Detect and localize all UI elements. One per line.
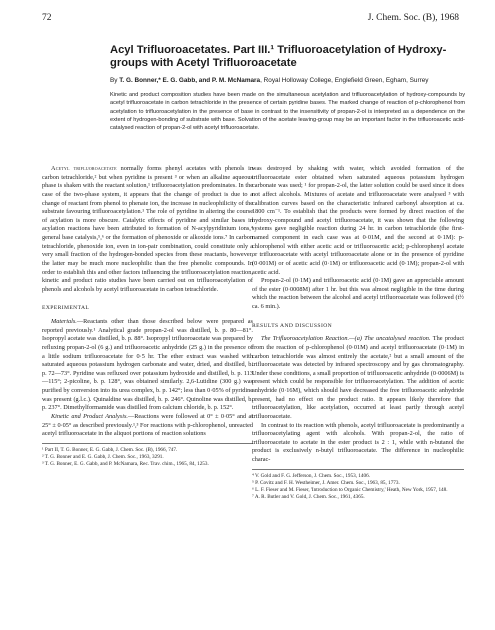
uncatalysed-text: The product from the reaction of p-chlorophenol (0·01M) and acetyl trifluoroacetate (0·1M) in carbon tetrachloride was almost entirely the acetate,² but a small amount of the trifluoroacetate was detected by infrared spectroscopy and by gas chromatography. Under these conditions, a small proportion of trifluoroacetic anhydride (0·0006M) is present which could be responsible for trifluoroacetylation. The addition of acetic anhydride (0·16M), which should have decreased the free trifluoroacetic anhydride present, had no effect on the product ratio. It appears likely therefore that trifluoroacetylation, like acetylation, occurred at least partly through acetyl trifluoroacetate. — [252, 335, 464, 420]
intro-paragraph — [42, 165, 253, 294]
section-heading-results: RESULTS AND DISCUSSION — [252, 322, 333, 329]
footnote: ² T. G. Bonner and E. G. Gabb, J. Chem. Soc., 1963, 3291. — [42, 453, 164, 460]
alcohols-paragraph: In contrast to its reaction with phenols, acetyl trifluoroacetate is predominantly a trifluoroacetylating agent with alcohols. With propan-2-ol, the ratio of trifluoroacetate to acetate in the ester product is 2 : 1, while with n-butanol the product is exclusively n-butyl trifluoroacetate. The difference in nucleophilic charac- — [252, 421, 464, 463]
journal-citation: J. Chem. Soc. (B), 1968 — [367, 13, 459, 23]
abstract: Kinetic and product composition studies have been made on the simultaneous acetylation and trifluoroacetylation of hydroxy-compounds by acetyl trifluoroacetate in carbon tetrachloride in the presence of certain pyridine bases. The marked change of reaction of p-chlorophenol from acetylation to trifluoroacetylation in the presence of base in contrast to the insensitivity of propan-2-ol is interpreted as a dependence on the extent of hydrogen-bonding of substrate with base. Solvation of the acetate leaving-group may be an important factor in the trifluoroacetic acid-catalysed reaction of propan-2-ol with acetyl trifluoroacetate. — [110, 92, 465, 132]
kinetic-text: —Reactions were followed at 0° ± 0·05° and at 25° ± 0·05° as described previously.¹,³ For reactions with p-chlorophenol, unreacted acetyl trifluoroacetate in the aliquot portions of reaction solutions — [42, 412, 253, 438]
footnotes-right — [252, 469, 464, 502]
running-header — [42, 13, 459, 27]
footnote: ⁶ L. F. Fieser and M. Fieser, 'Introduction to Organic Chemistry,' Heath, New York, 1957, 148. — [252, 487, 448, 494]
intro-text: normally forms phenyl acetates with phenols in carbon tetrachloride,² but when pyridine is present ³ or when an alkaline aqueous phase is shaken with the reactant solution,¹ trifluoroacetylation predominates. In the case of the two-phase system, it appears that the change of product is due to a change of reactant from phenol to phenate ion, the increase in nucleophilicity of the substrate favouring trifluoroacetylation.¹ The role of pyridine in altering the course of acylation is more obscure. Catalytic effects of pyridine and similar bases in acylation reactions have been attributed to formation of N-acylpyridinium ions,⁴ general base catalysis,⁵,⁶ or the formation of phenoxide or alkoxide ions.⁷ In carbon tetrachloride, phenoxide ion, even in ion-pair combination, could constitute only a very small fraction of the hydrogen-bonded species from these reactants, however, the latter may be much more nucleophilic than the free phenolic compounds. In order to establish this and other factors influencing the trifluoroacetylation reaction, kinetic and product ratio studies have been carried out on trifluoroacetylation of phenols and alcohols by acetyl trifluoroacetate in carbon tetrachloride. — [42, 165, 253, 293]
right-column — [252, 165, 464, 501]
footnote: ¹ Part II, T. G. Bonner, E. G. Gabb, J. Chem. Soc. (B), 1966, 747. — [42, 446, 178, 453]
procedure-paragraph: was destroyed by shaking with water, which avoided formation of the trifluoroacetate ester obtained when saturated aqueous potassium hydrogen carbonate was used; ¹ for propan-2-ol, the latter solution could be used since it does not affect alcohols. Mixtures of acetate and trifluoroacetate were analysed ³ with calibration curves based on the characteristic infrared carbonyl absorption at ca. 1800 cm⁻¹. To establish that the products were formed by direct reaction of the hydroxy-compound and acetyl trifluoroacetate, it was shown that the following systems gave negligible reaction during 24 hr. in carbon tetrachloride (the first-named component in each case was at 0·01M, and the second at 0·1M): p-chlorophenol with either acetic acid or trifluoroacetic acid; p-chlorophenyl acetate or trifluoroacetate with acetyl trifluoroacetate alone or in the presence of pyridine (0·001M) or of acetic acid (0·1M) or trifluoroacetic acid (0·1M); propan-2-ol with acetic acid. — [252, 165, 464, 276]
footnote: ³ T. G. Bonner, E. G. Gabb, and P. McNamara, Rec. Trav. chim., 1965, 84, 1253. — [42, 461, 209, 468]
footnotes-left — [42, 443, 253, 469]
section-heading-experimental: EXPERIMENTAL — [42, 305, 90, 312]
materials-text: —Reactants other than those described below were prepared as reported previously.¹ Analytical grade propan-2-ol was distilled, b. p. 80—81°. Isopropyl acetate was distilled, b. p. 88°. Isopropyl trifluoroacetate was prepared by refluxing propan-2-ol (6 g.) and trifluoroacetic anhydride (25 g.) in the presence of a little sodium trifluoroacetate for 0·5 hr. The ether extract was washed with saturated aqueous potassium hydrogen carbonate and water, dried, and distilled, b. p. 72—73°. Pyridine was refluxed over potassium hydroxide and distilled, b. p. 113—115°; 2-picoline, b. p. 128°, was obtained similarly. 2,6-Lutidine (300 g.) was purified by conversion into its urea complex, b. p. 142°; less than 0·05% of pyridine was present (g.l.c.). Quinaldine was distilled, b. p. 246°. Quinoline was distilled, b. p. 237°. Dimethylformamide was distilled from calcium chloride, b. p. 152°. — [42, 318, 253, 412]
footnote: ⁷ A. R. Butler and V. Gold, J. Chem. Soc., 1961, 4365. — [252, 494, 365, 501]
intro-lead: Acetyl trifluoroacetate — [51, 165, 117, 172]
footnote: ⁴ V. Gold and F. G. Jefferson, J. Chem. Soc., 1953, 1406. — [252, 472, 370, 479]
subheading-uncatalysed: —(a) The uncatalysed reaction. — [349, 335, 431, 343]
ester-paragraph: Propan-2-ol (0·1M) and trifluoroacetic acid (0·1M) gave an appreciable amount of the ester (0·0008M) after 1 hr. but this was almost negligible in the time during which the reaction between the alcohol and acetyl trifluoroacetate was followed (t½ ca. 6 min.). — [252, 277, 464, 310]
kinetic-paragraph — [42, 413, 253, 439]
article-title: Acyl Trifluoroacetates. Part III.¹ Trifluoroacetylation of Hydroxy-groups with Acetyl Trifluoroacetate — [110, 44, 447, 69]
author-prefix: By — [110, 77, 120, 84]
uncatalysed-paragraph — [252, 335, 464, 421]
page-number: 72 — [42, 13, 52, 23]
materials-label: Materials. — [51, 318, 77, 325]
author-line — [110, 76, 465, 85]
materials-paragraph — [42, 318, 253, 413]
author-names: T. G. Bonner,* E. G. Gabb, and P. M. McNamara — [119, 77, 261, 84]
footnote: ⁵ P. Covitz and F. H. Westheimer, J. Amer. Chem. Soc., 1963, 85, 1773. — [252, 479, 400, 486]
author-affiliation: , Royal Holloway College, Englefield Green, Egham, Surrey — [260, 77, 429, 84]
subheading-reaction: The Trifluoroacetylation Reaction. — [261, 335, 350, 343]
left-column — [42, 165, 253, 468]
kinetic-label: Kinetic and Product Analysis. — [51, 412, 128, 420]
